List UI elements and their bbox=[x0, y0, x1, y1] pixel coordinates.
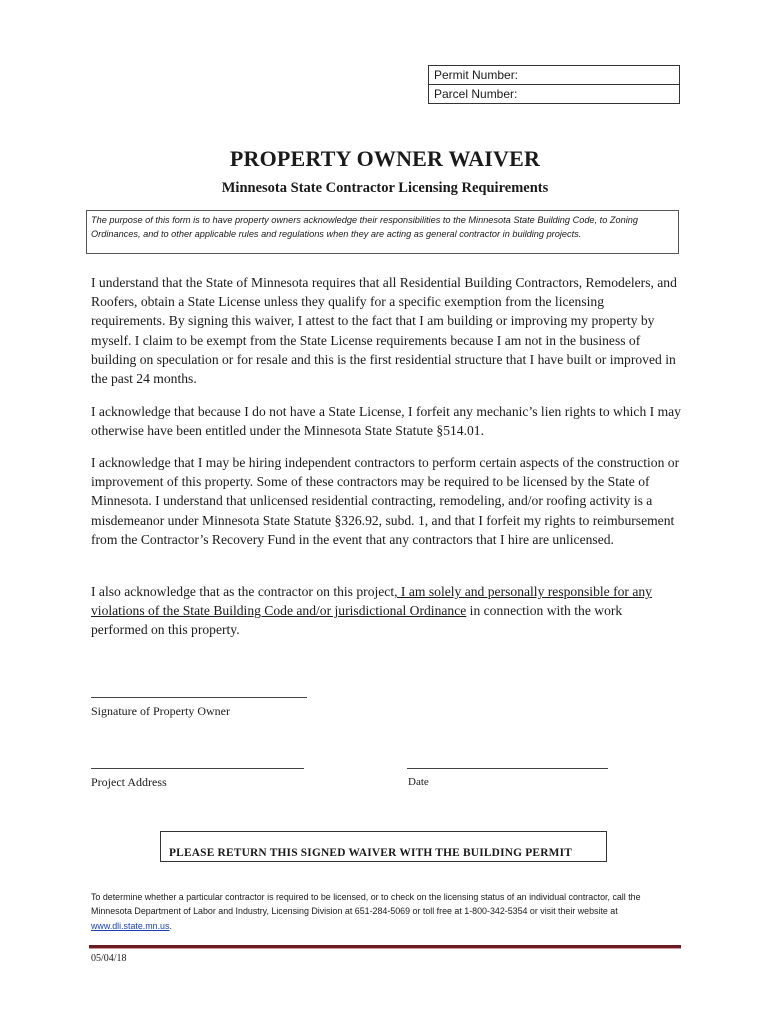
owner-signature-line[interactable] bbox=[91, 697, 307, 698]
project-address-label: Project Address bbox=[91, 775, 167, 789]
permit-parcel-box bbox=[428, 65, 680, 104]
dli-website-link[interactable]: www.dli.state.mn.us bbox=[91, 920, 170, 931]
responsibility-text-end: in connection with the work performed on this property. bbox=[91, 603, 623, 638]
licensing-info-text: To determine whether a particular contractor is required to be licensed, or to check on the licensing status of an individual contractor, call the Minnesota Department of Labor and Industry, Licensing Division at 651-284-5069 or toll free at 1-800-342-5354 or visit their website at bbox=[91, 892, 641, 917]
paragraph-independent-contractors: I acknowledge that I may be hiring independent contractors to perform certain aspects of the construction or improvement of this property. Some of these contractors may be required to be licensed by the State of Minnesota. I understand that unlicensed residential contracting, remodeling, and/or roofing activity is a misdemeanor under Minnesota State Statute §326.92, subd. 1, and that I forfeit my rights to reimbursement from the Contractor’s Recovery Fund in the event that any contractors that I hire are unlicensed. bbox=[91, 455, 680, 547]
owner-signature-label: Signature of Property Owner bbox=[91, 704, 230, 718]
paragraph-licensing-exemption: I understand that the State of Minnesota requires that all Residential Building Contractors, Remodelers, and Roofers, obtain a State License unless they qualify for a specific exemption from the licensing requirements. By signing this waiver, I attest to the fact that I am building or improving my property by myself. I claim to be exempt from the State License requirements because I am not in the business of building on speculation or for resale and this is the first residential structure that I have built or improved in the past 24 months. bbox=[91, 275, 677, 387]
responsibility-text-underlined: , I am solely and personally responsible for any violations of the State Building Code and/or jurisdictional Ordinance bbox=[91, 584, 652, 619]
return-notice-text: PLEASE RETURN THIS SIGNED WAIVER WITH THE BUILDING PERMIT bbox=[169, 847, 573, 859]
page-title: PROPERTY OWNER WAIVER bbox=[229, 146, 541, 171]
licensing-info-note bbox=[91, 890, 681, 933]
paragraph-responsibility bbox=[91, 582, 681, 640]
parcel-number-label: Parcel Number: bbox=[434, 87, 518, 101]
date-line[interactable] bbox=[407, 768, 608, 769]
parcel-number-field[interactable] bbox=[429, 84, 679, 103]
page-subtitle: Minnesota State Contractor Licensing Requirements bbox=[221, 180, 549, 196]
permit-number-label: Permit Number: bbox=[434, 68, 519, 82]
date-label: Date bbox=[408, 776, 429, 788]
purpose-statement: The purpose of this form is to have property owners acknowledge their responsibilities to the Minnesota State Building Code, to Zoning Ordinances, and to other applicable rules and regulations when they are acting as general contractor in building projects. bbox=[86, 210, 679, 254]
footer-divider-shadow bbox=[89, 948, 681, 949]
permit-number-field[interactable] bbox=[429, 66, 679, 84]
paragraph-lien-rights: I acknowledge that because I do not have a State License, I forfeit any mechanic’s lien rights to which I may otherwise have been entitled under the Minnesota State Statute §514.01. bbox=[91, 404, 681, 439]
project-address-line[interactable] bbox=[91, 768, 304, 769]
licensing-info-end: . bbox=[169, 920, 172, 931]
revision-date: 05/04/18 bbox=[91, 953, 127, 964]
responsibility-text-start: I also acknowledge that as the contractor on this project bbox=[91, 584, 395, 599]
